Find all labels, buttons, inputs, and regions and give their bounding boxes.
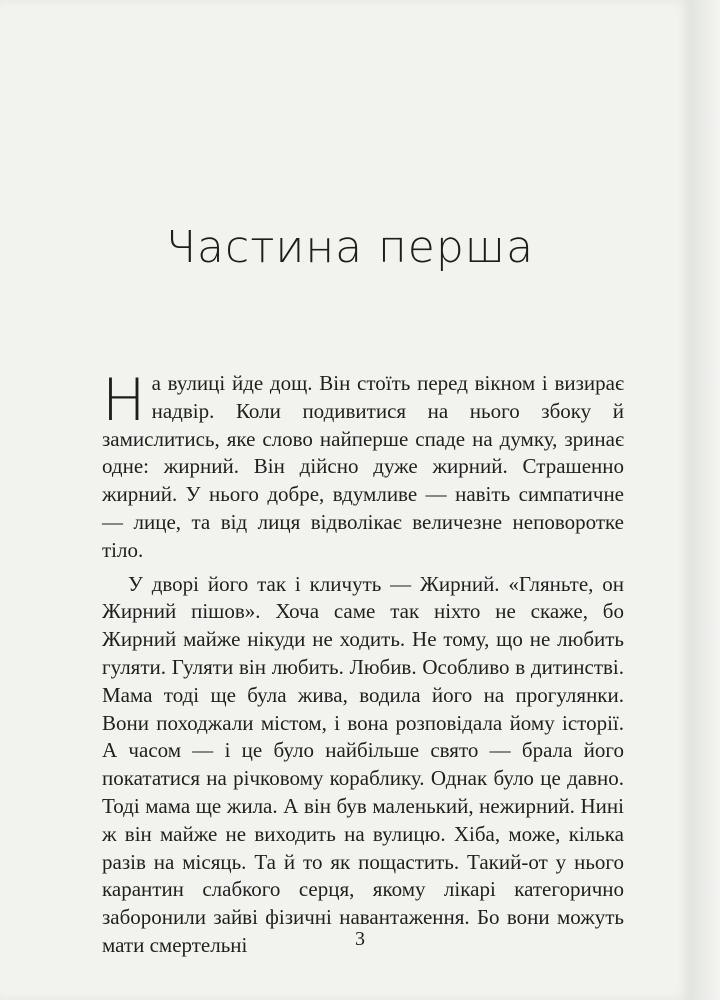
paragraph-1: [102, 366, 624, 565]
page-edge: [690, 0, 720, 1000]
chapter-title: Частина перша: [165, 222, 535, 273]
drop-cap: Н: [102, 366, 146, 434]
page-number: 3: [355, 928, 365, 950]
body-text: [102, 366, 624, 960]
paragraph-2: У дворі його так і кличуть — Жирний. «Гляньте, он Жирний пішов». Хоча саме так ніхто не скаже, бо Жирний майже нікуди не ходить. Не тому, що не любить гуляти. Гуляти він любить. Любив. Особливо в дитинстві. Мама тоді ще була жива, водила його на прогулянки. Вони походжали містом, і вона розповідала йому історії. А часом — і це було найбільше свято — брала його покататися на річковому кораблику. Однак було це давно. Тоді мама ще жила. А він був маленький, нежирний. Нині ж він майже не виходить на вулицю. Хіба, може, кілька разів на місяць. Та й то як пощастить. Такий-от у нього карантин слабкого серця, якому лікарі категорично заборонили зайві фізичні навантаження. Бо вони можуть мати смертельні: [102, 571, 624, 957]
paragraph-1-text: а вулиці йде дощ. Він стоїть перед вікном і визирає надвір. Коли подивитися на нього збоку й замислитись, яке слово найперше спаде на думку, зринає одне: жирний. Він дійсно дуже жирний. Страшенно жирний. У нього добре, вдумливе — навіть симпатичне — лице, та від лиця відволікає величезне неповоротке тіло.: [102, 371, 624, 562]
